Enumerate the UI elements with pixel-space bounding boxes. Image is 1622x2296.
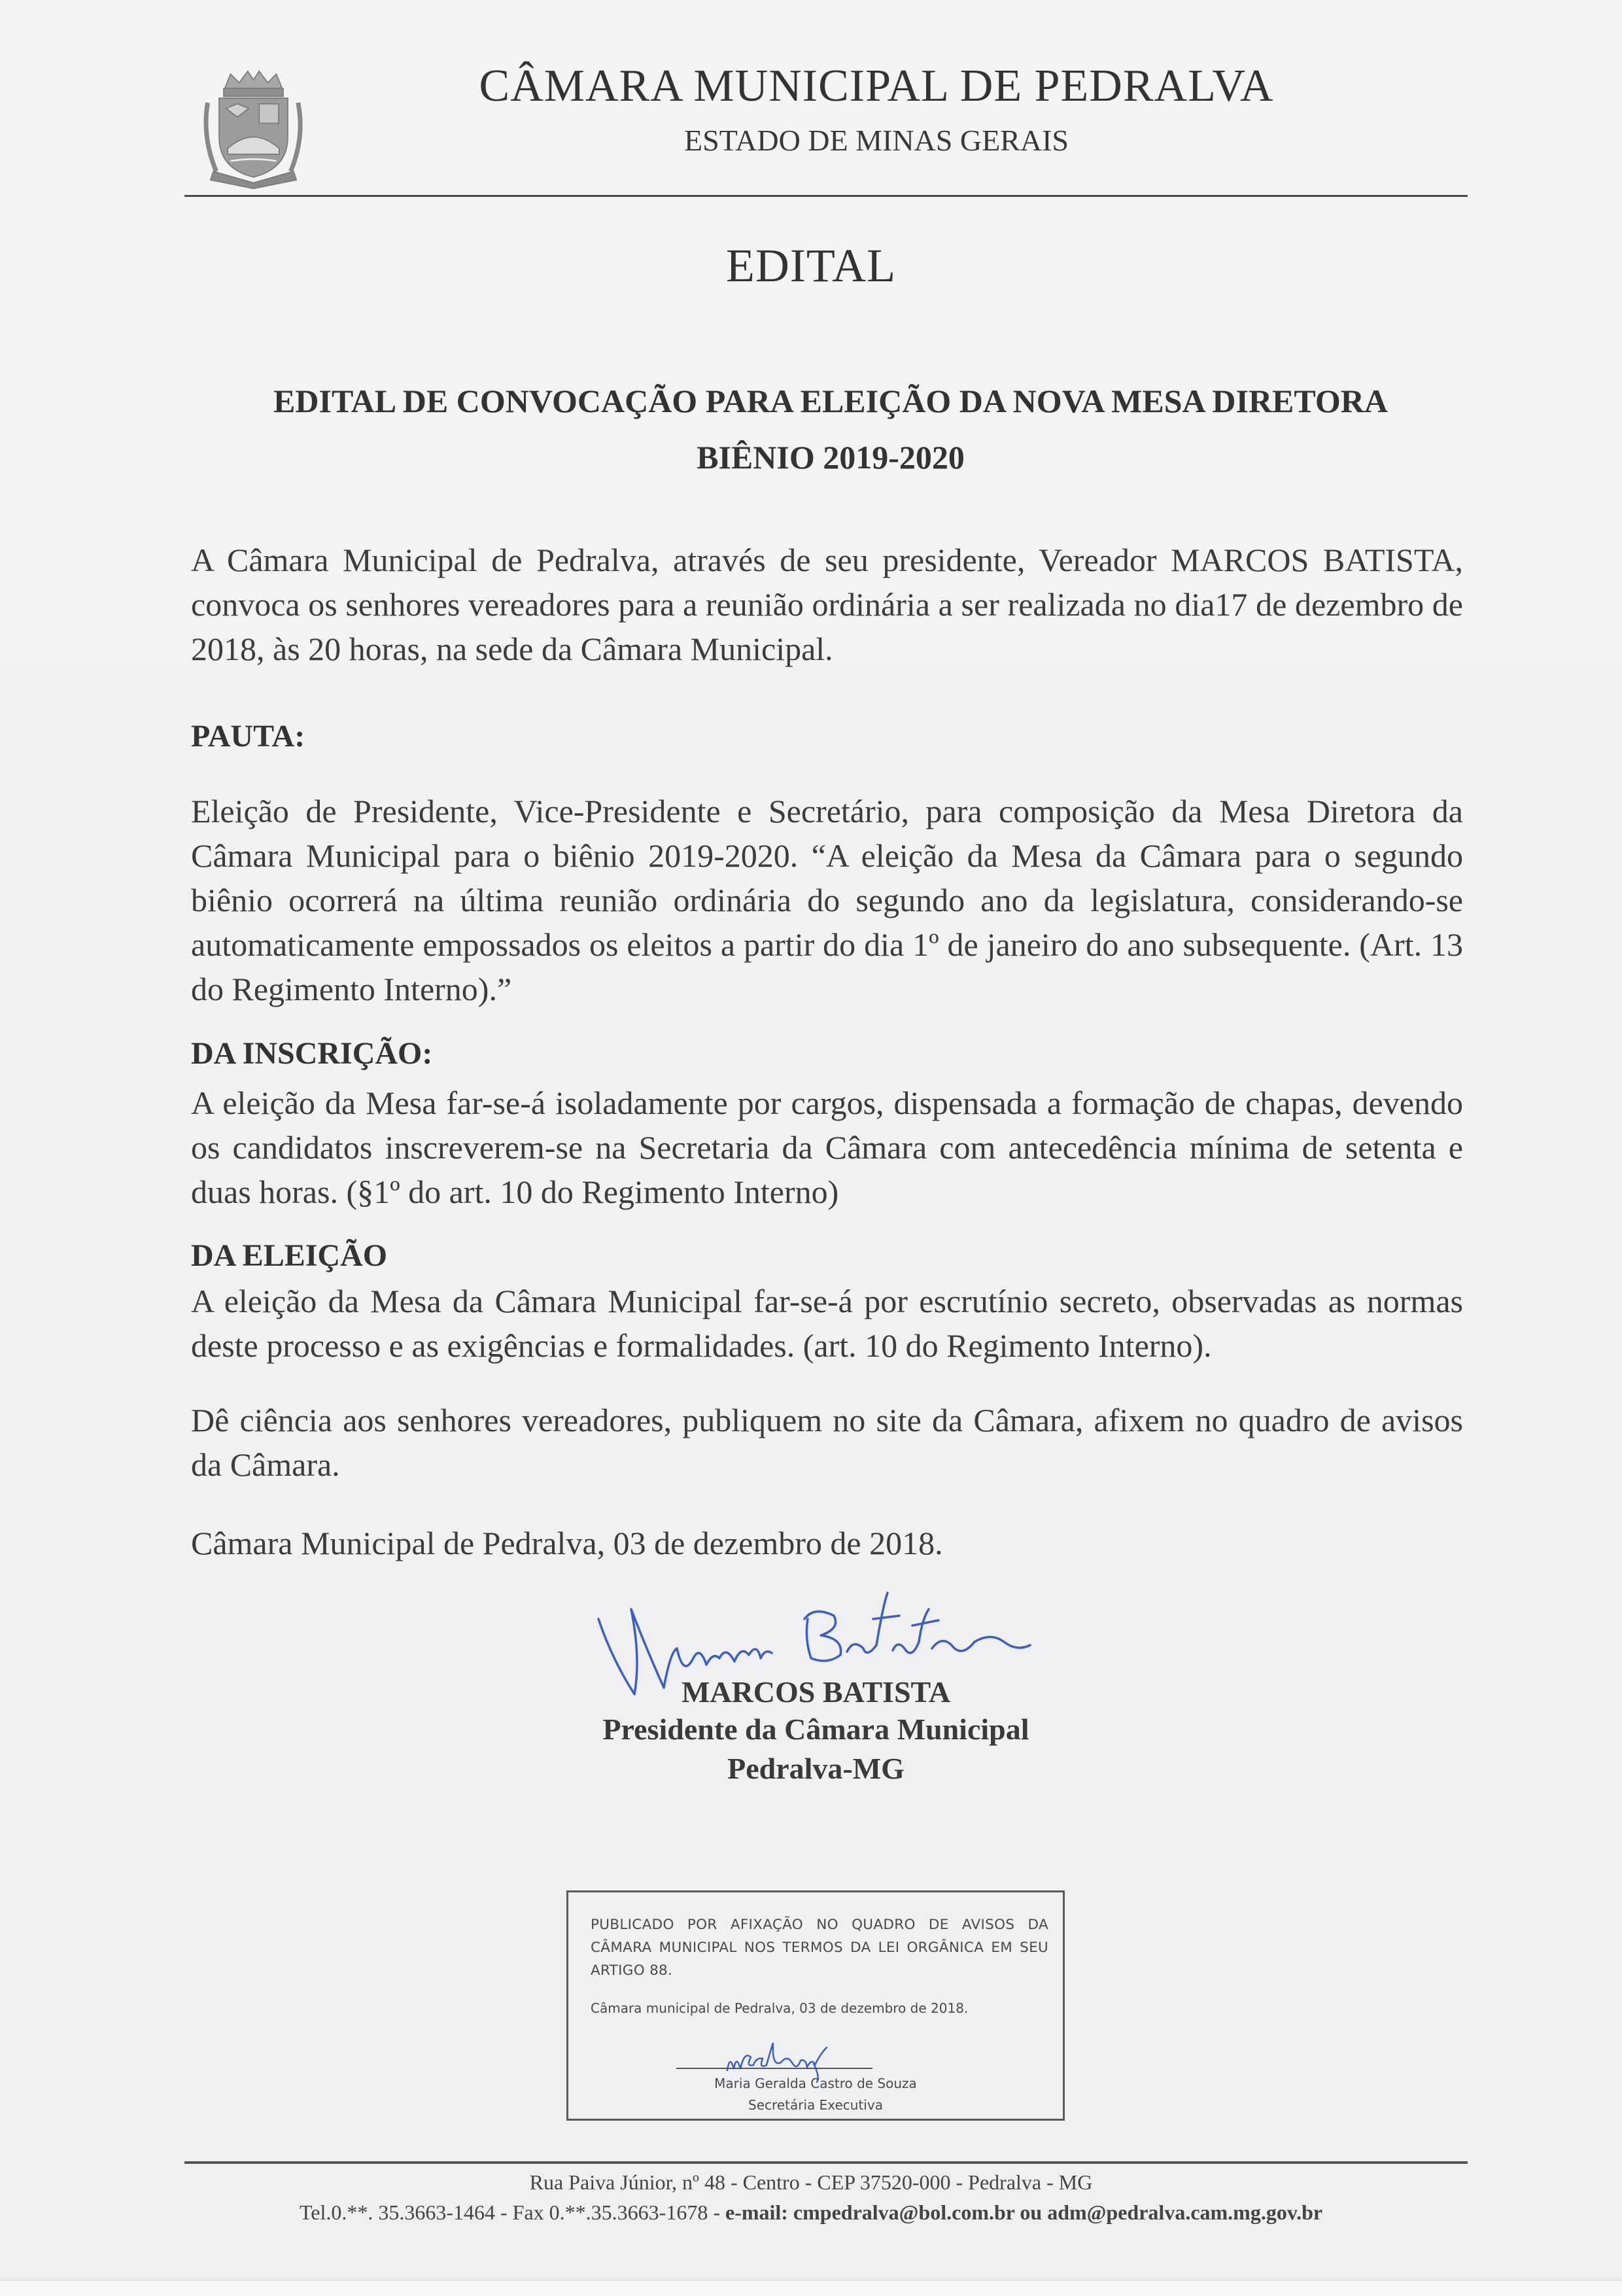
footer-divider bbox=[184, 2161, 1468, 2164]
footer-contact bbox=[0, 2200, 1622, 2225]
footer-address: Rua Paiva Júnior, nº 48 - Centro - CEP 37520-000 - Pedralva - MG bbox=[529, 2170, 1093, 2194]
stamp-signature-line bbox=[676, 2068, 872, 2069]
stamp-text: PUBLICADO POR AFIXAÇÃO NO QUADRO DE AVISOS DA CÂMARA MUNICIPAL NOS TERMOS DA LEI ORGÂNICA EM SEU ARTIGO 88. bbox=[591, 1917, 1048, 1979]
publication-stamp bbox=[566, 1890, 1065, 2121]
scan-bottom-edge bbox=[0, 2280, 1622, 2296]
section-heading-inscricao: DA INSCRIÇÃO: bbox=[191, 1036, 433, 1071]
footer-email: e-mail: cmpedralva@bol.com.br ou adm@pedralva.cam.mg.gov.br bbox=[725, 2200, 1323, 2224]
institution-title: CÂMARA MUNICIPAL DE PEDRALVA bbox=[479, 61, 1274, 111]
section-heading-eleicao: DA ELEIÇÃO bbox=[191, 1238, 388, 1273]
stamp-signatory-role: Secretária Executiva bbox=[748, 2097, 883, 2113]
intro-paragraph: A Câmara Municipal de Pedralva, através de seu presidente, Vereador MARCOS BATISTA, convoca os senhores vereadores para a reunião ordinária a ser realizada no dia17 de dezembro de 2018, às 20 horas, na sede da Câmara Municipal. bbox=[191, 542, 1463, 667]
document-title: EDITAL bbox=[725, 239, 897, 292]
subtitle-line-1: EDITAL DE CONVOCAÇÃO PARA ELEIÇÃO DA NOVA MESA DIRETORA bbox=[273, 383, 1388, 419]
place-date: Câmara Municipal de Pedralva, 03 de dezembro de 2018. bbox=[191, 1525, 943, 1561]
header-divider bbox=[184, 195, 1468, 197]
signatory-name: MARCOS BATISTA bbox=[681, 1675, 951, 1709]
section-text-pauta: Eleição de Presidente, Vice-Presidente e Secretário, para composição da Mesa Diretora da Câmara Municipal para o biênio 2019-2020. “A eleição da Mesa da Câmara para o segundo biênio ocorrerá na última reunião ordinária do segundo ano da legislatura, considerando-se automaticamente empossados os eleitos a partir do dia 1º de janeiro do ano subsequente. (Art. 13 do Regimento Interno).” bbox=[191, 793, 1463, 1007]
document-subtitle bbox=[190, 373, 1472, 485]
section-text-inscricao: A eleição da Mesa far-se-á isoladamente por cargos, dispensada a formação de chapas, devendo os candidatos inscreverem-se na Secretaria da Câmara com antecedência mínima de setenta e duas horas. (§1º do art. 10 do Regimento Interno) bbox=[191, 1085, 1463, 1210]
section-text-eleicao: A eleição da Mesa da Câmara Municipal far-se-á por escrutínio secreto, observadas as normas deste processo e as exigências e formalidades. (art. 10 do Regimento Interno). bbox=[191, 1283, 1463, 1364]
footer-phone-fax: Tel.0.**. 35.3663-1464 - Fax 0.**.35.3663-1678 - bbox=[299, 2200, 725, 2224]
subtitle-line-2: BIÊNIO 2019-2020 bbox=[697, 439, 965, 476]
stamp-signatory-name: Maria Geralda Castro de Souza bbox=[714, 2076, 917, 2091]
signatory-city: Pedralva-MG bbox=[727, 1752, 905, 1785]
closing-paragraph: Dê ciência aos senhores vereadores, publiquem no site da Câmara, afixem no quadro de avisos da Câmara. bbox=[191, 1402, 1463, 1483]
stamp-date: Câmara municipal de Pedralva, 03 de dezembro de 2018. bbox=[591, 2000, 969, 2016]
signatory-role: Presidente da Câmara Municipal bbox=[602, 1713, 1029, 1746]
state-subtitle: ESTADO DE MINAS GERAIS bbox=[684, 124, 1069, 157]
section-heading-pauta: PAUTA: bbox=[191, 719, 305, 754]
